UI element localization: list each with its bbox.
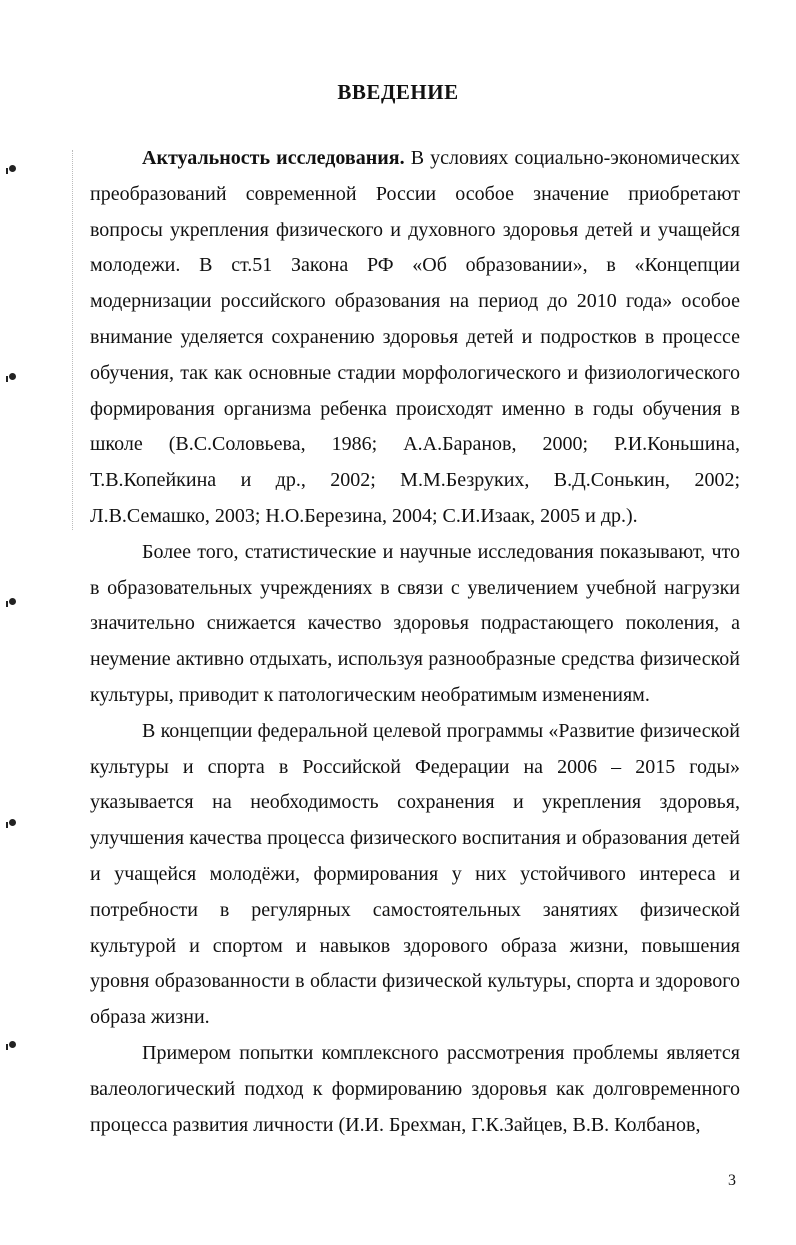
binding-hole-mark — [6, 164, 16, 174]
page-number: 3 — [728, 1172, 736, 1189]
paragraph-federal-program: В концепции федеральной целевой программы «Развитие физической культуры и спорта в Российской Федерации на 2006 – 2015 годы» указывается на необходимость сохранения и укрепления здоровья, улучшения качества процесса физического воспитания и образования детей и учащейся молодёжи, формирования у них устойчивого интереса и потребности в регулярных самостоятельных занятиях физической культурой и спортом и навыков здорового образа жизни, повышения уровня образованности в области физической культуры, спорта и здорового образа жизни. — [90, 719, 740, 1029]
page-title: ВВЕДЕНИЕ — [337, 80, 459, 104]
paragraph-text: В условиях социально-экономических преобразований современной России особое значение приобретают вопросы укрепления физического и духовного здоровья детей и учащейся молодежи. В ст.51 Закона РФ «Об образовании», в «Концепции модернизации российского образования на период до 2010 года» особое внимание уделяется сохранению здоровья детей и подростков в процессе обучения, так как основные стадии морфологического и физиологического формирования организма ребенка происходят именно в годы обучения в школе (В.С.Соловьева, 1986; А.А.Баранов, 2000; Р.И.Коньшина, Т.В.Копейкина и др., 2002; М.М.Безруких, В.Д.Сонькин, 2002; Л.В.Семашко, 2003; Н.О.Березина, 2004; С.И.Изаак, 2005 и др.). — [90, 147, 741, 527]
paragraph-valeology: Примером попытки комплексного рассмотрения проблемы является валеологический подход к формированию здоровья как долговременного процесса развития личности (И.И. Брехман, Г.К.Зайцев, В.В. Колбанов, — [90, 1041, 740, 1136]
paragraph-relevance — [90, 141, 740, 535]
binding-hole-mark — [6, 1040, 16, 1050]
document-body — [90, 141, 740, 1143]
margin-dotted-line — [72, 150, 73, 530]
paragraph-lead: Актуальность исследования. — [142, 147, 405, 169]
binding-hole-mark — [6, 818, 16, 828]
binding-hole-mark — [6, 597, 16, 607]
paragraph-statistics: Более того, статистические и научные исследования показывают, что в образовательных учреждениях в связи с увеличением учебной нагрузки значительно снижается качество здоровья подрастающего поколения, а неумение активно отдыхать, используя разнообразные средства физической культуры, приводит к патологическим необратимым изменениям. — [90, 540, 740, 706]
binding-hole-mark — [6, 372, 16, 382]
